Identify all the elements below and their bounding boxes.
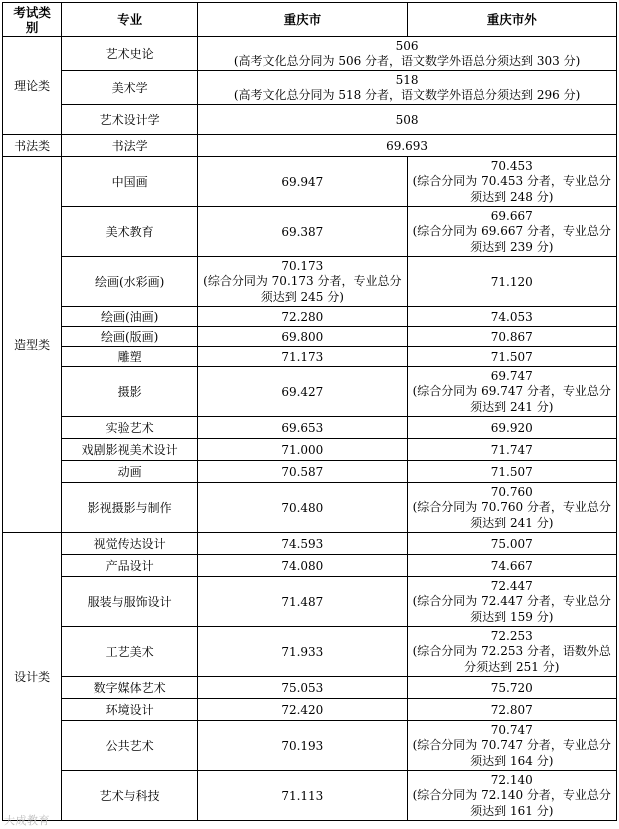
table-row [3,461,617,483]
cq-score: 70.193 [198,721,407,771]
major-cell: 产品设计 [62,555,198,577]
cq-score: 74.080 [198,555,407,577]
cq-score: 75.053 [198,677,407,699]
table-row [3,577,617,627]
outside-cq-score [407,157,616,207]
table-row [3,307,617,327]
score-note: (综合分同为 70.747 分者，专业总分须达到 164 分) [412,738,611,768]
major-cell: 绘画(油画) [62,307,198,327]
score-note: (高考文化总分同为 518 分者，语文数学外语总分须达到 296 分) [233,87,581,102]
major-cell: 艺术设计学 [62,105,198,135]
cq-score: 74.593 [198,533,407,555]
outside-cq-score: 74.667 [407,555,616,577]
cq-score: 71.113 [198,771,407,821]
outside-cq-score: 69.920 [407,417,616,439]
score-value: 518 [395,72,419,87]
cq-score [198,257,407,307]
major-cell: 摄影 [62,367,198,417]
major-cell: 动画 [62,461,198,483]
major-cell: 中国画 [62,157,198,207]
major-cell: 环境设计 [62,699,198,721]
score-value: 72.140 [490,773,533,787]
table-row [3,771,617,821]
cq-score: 69.800 [198,327,407,347]
cq-score: 69.947 [198,157,407,207]
cq-score: 71.933 [198,627,407,677]
table-row [3,721,617,771]
outside-cq-score [407,721,616,771]
outside-cq-score: 71.747 [407,439,616,461]
major-cell: 实验艺术 [62,417,198,439]
score-note: (综合分同为 72.447 分者，专业总分须达到 159 分) [412,594,611,624]
major-cell: 戏剧影视美术设计 [62,439,198,461]
score-value: 70.747 [490,723,533,737]
major-cell: 服装与服饰设计 [62,577,198,627]
outside-cq-score: 74.053 [407,307,616,327]
cq-score: 71.487 [198,577,407,627]
table-row [3,417,617,439]
major-cell: 工艺美术 [62,627,198,677]
major-cell: 绘画(版画) [62,327,198,347]
group-design: 设计类 [3,533,62,821]
table-row [3,627,617,677]
cq-score: 72.420 [198,699,407,721]
merged-score-cell [198,71,617,105]
outside-cq-score: 72.807 [407,699,616,721]
major-cell: 艺术史论 [62,37,198,71]
table-row [3,37,617,71]
outside-cq-score: 75.007 [407,533,616,555]
score-note: (综合分同为 70.453 分者，专业总分须达到 248 分) [412,174,611,204]
cq-score: 69.387 [198,207,407,257]
cq-score: 70.480 [198,483,407,533]
major-cell: 公共艺术 [62,721,198,771]
outside-cq-score [407,627,616,677]
table-row [3,533,617,555]
score-value: 72.447 [490,579,533,593]
score-value: 70.173 [281,259,324,273]
outside-cq-score [407,577,616,627]
score-value: 506 [395,38,419,53]
outside-cq-score: 71.507 [407,347,616,367]
cq-score: 70.587 [198,461,407,483]
table-row [3,439,617,461]
outside-cq-score [407,207,616,257]
table-row [3,207,617,257]
score-note: (综合分同为 69.667 分者，专业总分须达到 239 分) [412,224,611,254]
merged-score-cell: 508 [198,105,617,135]
header-major: 专业 [62,3,198,37]
merged-score-cell: 69.693 [198,135,617,157]
score-note: (综合分同为 70.760 分者，专业总分须达到 241 分) [412,500,611,530]
score-value: 72.253 [490,629,533,643]
major-cell: 视觉传达设计 [62,533,198,555]
outside-cq-score: 71.120 [407,257,616,307]
major-cell: 绘画(水彩画) [62,257,198,307]
group-modeling: 造型类 [3,157,62,533]
score-note: (综合分同为 72.140 分者，专业总分须达到 161 分) [412,788,611,818]
table-row [3,327,617,347]
outside-cq-score: 70.867 [407,327,616,347]
table-row [3,483,617,533]
outside-cq-score [407,367,616,417]
table-row [3,347,617,367]
cq-score: 69.653 [198,417,407,439]
score-note: (综合分同为 69.747 分者，专业总分须达到 241 分) [412,384,611,414]
table-row [3,157,617,207]
outside-cq-score [407,483,616,533]
score-value: 69.667 [490,209,533,223]
cq-score: 69.427 [198,367,407,417]
score-value: 69.747 [490,369,533,383]
merged-score-cell [198,37,617,71]
group-calligraphy: 书法类 [3,135,62,157]
major-cell: 书法学 [62,135,198,157]
major-cell: 艺术与科技 [62,771,198,821]
cq-score: 71.173 [198,347,407,367]
outside-cq-score: 71.507 [407,461,616,483]
outside-cq-score [407,771,616,821]
table-row [3,699,617,721]
table-row [3,71,617,105]
outside-cq-score: 75.720 [407,677,616,699]
header-cq: 重庆市 [198,3,407,37]
score-table [2,2,617,821]
table-row [3,105,617,135]
major-cell: 数字媒体艺术 [62,677,198,699]
score-value: 70.760 [490,485,533,499]
score-note: (综合分同为 70.173 分者，专业总分须达到 245 分) [203,274,402,304]
score-value: 70.453 [490,159,533,173]
table-row [3,367,617,417]
score-note: (高考文化总分同为 506 分者，语文数学外语总分须达到 303 分) [233,53,581,68]
major-cell: 雕塑 [62,347,198,367]
table-row [3,677,617,699]
header-category: 考试类别 [3,3,62,37]
major-cell: 美术学 [62,71,198,105]
table-row [3,257,617,307]
major-cell: 美术教育 [62,207,198,257]
major-cell: 影视摄影与制作 [62,483,198,533]
header-outside-cq: 重庆市外 [407,3,616,37]
score-note: (综合分同为 72.253 分者，语数外总分须达到 251 分) [412,644,611,674]
table-row [3,135,617,157]
header-row [3,3,617,37]
watermark: 大成教育 [4,814,50,827]
cq-score: 71.000 [198,439,407,461]
table-row [3,555,617,577]
group-theory: 理论类 [3,37,62,135]
cq-score: 72.280 [198,307,407,327]
